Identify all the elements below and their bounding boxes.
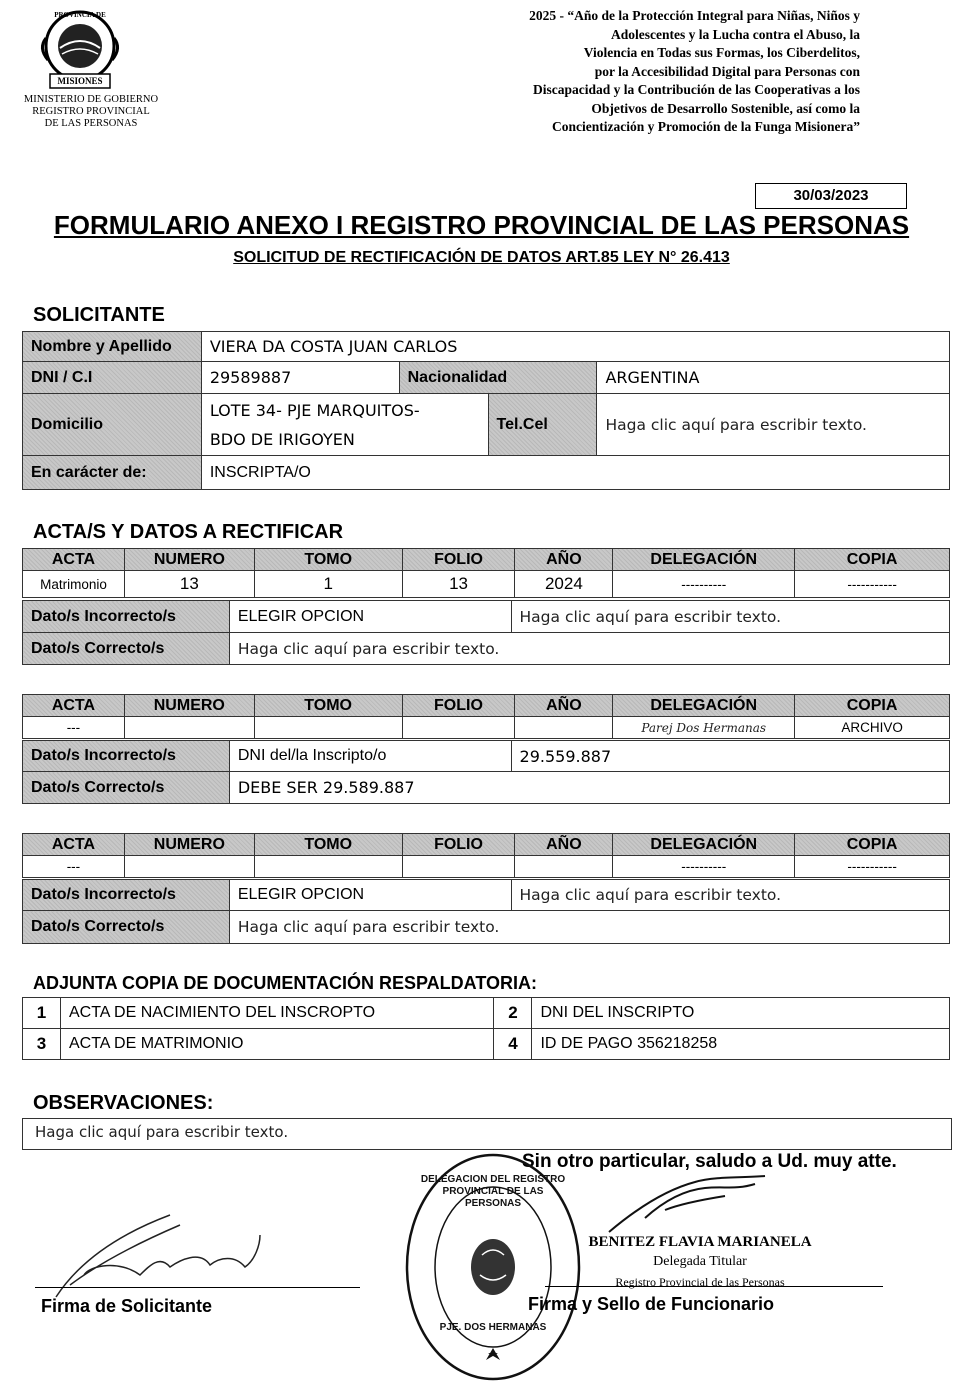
ministry-line: REGISTRO PROVINCIAL	[32, 106, 150, 117]
doc-item-field[interactable]: DNI DEL INSCRIPTO	[532, 998, 950, 1029]
caracter-label: En carácter de:	[23, 456, 202, 490]
ministry-line: DE LAS PERSONAS	[44, 118, 138, 129]
doc-item-field[interactable]: ACTA DE NACIMIENTO DEL INSCROPTO	[60, 998, 494, 1029]
motto-line: Adolescentes y la Lucha contra el Abuso, la	[610, 26, 860, 42]
header-numero: NUMERO	[124, 834, 254, 856]
doc-number: 4	[494, 1029, 532, 1060]
motto-line: 2025 - “Año de la Protección Integral para Niñas, Niños y	[529, 8, 860, 23]
header-folio: FOLIO	[402, 834, 515, 856]
folio-field[interactable]: 13	[402, 571, 515, 598]
numero-field[interactable]: 13	[124, 571, 254, 598]
acta-table-2	[22, 694, 950, 739]
copia-field[interactable]: -----------	[795, 856, 950, 878]
documentacion-table	[22, 997, 950, 1060]
header-tomo: TOMO	[254, 834, 402, 856]
acta-table-1	[22, 548, 950, 598]
doc-item-field[interactable]: ACTA DE MATRIMONIO	[60, 1029, 494, 1060]
doc-number: 3	[23, 1029, 61, 1060]
anio-field[interactable]	[515, 717, 613, 739]
acta-type-field[interactable]: ---	[23, 856, 125, 878]
header-acta: ACTA	[23, 834, 125, 856]
acta-type-field[interactable]: Matrimonio	[23, 571, 125, 598]
motto-line: Discapacidad y la Contribución de las Cooperativas a los	[532, 82, 860, 97]
correct-value-field[interactable]: Haga clic aquí para escribir texto.	[229, 911, 949, 944]
header-folio: FOLIO	[402, 549, 515, 571]
header-folio: FOLIO	[402, 695, 515, 717]
domicilio-label: Domicilio	[23, 394, 202, 456]
header-anio: AÑO	[515, 549, 613, 571]
doc-number: 2	[494, 998, 532, 1029]
header-copia: COPIA	[795, 695, 950, 717]
tomo-field[interactable]: 1	[254, 571, 402, 598]
numero-field[interactable]	[124, 856, 254, 878]
form-subtitle: SOLICITUD DE RECTIFICACIÓN DE DATOS ART.85 LEY N° 26.413	[233, 249, 730, 266]
incorrect-option-select[interactable]: ELEGIR OPCION	[229, 601, 511, 633]
numero-field[interactable]	[124, 717, 254, 739]
incorrect-label: Dato/s Incorrecto/s	[23, 880, 230, 911]
header-tomo: TOMO	[254, 695, 402, 717]
logo-text-top: PROVINCIA DE	[54, 11, 106, 19]
section-title-documentacion: ADJUNTA COPIA DE DOCUMENTACIÓN RESPALDATORIA:	[33, 973, 537, 993]
header-copia: COPIA	[795, 549, 950, 571]
motto-line: Violencia en Todas sus Formas, los Ciberdelitos,	[583, 45, 860, 60]
caracter-field[interactable]: INSCRIPTA/O	[201, 456, 949, 490]
acta-data-table-1	[22, 600, 950, 665]
stamp-inner-text: PJE. DOS HERMANAS	[439, 1322, 547, 1333]
form-title: FORMULARIO ANEXO I REGISTRO PROVINCIAL DE LAS PERSONAS	[53, 210, 910, 240]
tomo-field[interactable]	[254, 717, 402, 739]
motto-line: Concientización y Promoción de la Funga Misionera”	[552, 119, 860, 134]
folio-field[interactable]	[402, 717, 515, 739]
incorrect-option-select[interactable]: DNI del/la Inscripto/o	[229, 741, 511, 772]
incorrect-value-field[interactable]: 29.559.887	[511, 741, 949, 772]
header-tomo: TOMO	[254, 549, 402, 571]
motto-line: por la Accesibilidad Digital para Personas con	[594, 63, 860, 79]
header-numero: NUMERO	[124, 695, 254, 717]
solicitante-signature-label: Firma de Solicitante	[41, 1296, 213, 1316]
name-field[interactable]: VIERA DA COSTA JUAN CARLOS	[201, 332, 949, 362]
nacionalidad-label: Nacionalidad	[399, 362, 597, 394]
header-anio: AÑO	[515, 834, 613, 856]
folio-field[interactable]	[402, 856, 515, 878]
funcionario-info	[580, 1232, 820, 1292]
anio-field[interactable]	[515, 856, 613, 878]
delegacion-field[interactable]: ----------	[613, 856, 795, 878]
date-field[interactable]: 30/03/2023	[755, 183, 907, 209]
incorrect-value-field[interactable]: Haga clic aquí para escribir texto.	[511, 880, 949, 911]
correct-label: Dato/s Correcto/s	[23, 911, 230, 944]
header-numero: NUMERO	[124, 549, 254, 571]
section-title-observaciones: OBSERVACIONES:	[33, 1092, 214, 1114]
copia-field[interactable]: ARCHIVO	[795, 717, 950, 739]
name-label: Nombre y Apellido	[23, 332, 202, 362]
domicilio-field[interactable]	[201, 394, 488, 456]
doc-number: 1	[23, 998, 61, 1029]
correct-label: Dato/s Correcto/s	[23, 772, 230, 804]
doc-item-field[interactable]: ID DE PAGO 356218258	[532, 1029, 950, 1060]
delegacion-field[interactable]: Parej Dos Hermanas	[613, 717, 795, 739]
incorrect-option-select[interactable]: ELEGIR OPCION	[229, 880, 511, 911]
funcionario-signature-label: Firma y Sello de Funcionario	[528, 1294, 775, 1314]
year-motto	[380, 7, 860, 137]
header-copia: COPIA	[795, 834, 950, 856]
anio-field[interactable]: 2024	[515, 571, 613, 598]
correct-value-field[interactable]: Haga clic aquí para escribir texto.	[229, 633, 949, 665]
logo-text-bottom: MISIONES	[57, 76, 103, 86]
tel-label: Tel.Cel	[488, 394, 597, 456]
acta-type-field[interactable]: ---	[23, 717, 125, 739]
official-stamp	[402, 1150, 584, 1385]
solicitante-signature-line	[35, 1287, 360, 1288]
ministry-block	[6, 94, 176, 130]
acta-table-3	[22, 833, 950, 878]
section-title-actas: ACTA/S Y DATOS A RECTIFICAR	[33, 521, 344, 543]
header-delegacion: DELEGACIÓN	[613, 695, 795, 717]
funcionario-signature-line	[545, 1286, 883, 1287]
section-title-solicitante: SOLICITANTE	[33, 304, 165, 326]
delegacion-field[interactable]: ----------	[613, 571, 795, 598]
province-logo	[32, 8, 128, 94]
header-delegacion: DELEGACIÓN	[613, 834, 795, 856]
funcionario-name: BENITEZ FLAVIA MARIANELA	[588, 1234, 812, 1250]
header-delegacion: DELEGACIÓN	[613, 549, 795, 571]
dni-field[interactable]: 29589887	[201, 362, 399, 394]
closing-text: Sin otro particular, saludo a Ud. muy atte.	[522, 1151, 897, 1172]
acta-data-table-2	[22, 740, 950, 804]
nacionalidad-field[interactable]: ARGENTINA	[597, 362, 950, 394]
observaciones-field[interactable]: Haga clic aquí para escribir texto.	[22, 1118, 952, 1150]
dni-label: DNI / C.I	[23, 362, 202, 394]
header-acta: ACTA	[23, 549, 125, 571]
tel-field[interactable]: Haga clic aquí para escribir texto.	[597, 394, 950, 456]
correct-label: Dato/s Correcto/s	[23, 633, 230, 665]
incorrect-value-field[interactable]: Haga clic aquí para escribir texto.	[511, 601, 949, 633]
funcionario-role: Delegada Titular	[653, 1254, 747, 1269]
tomo-field[interactable]	[254, 856, 402, 878]
motto-line: Objetivos de Desarrollo Sostenible, así como la	[591, 100, 860, 116]
acta-data-table-3	[22, 879, 950, 944]
header-acta: ACTA	[23, 695, 125, 717]
domicilio-line: LOTE 34- PJE MARQUITOS-	[209, 400, 420, 420]
solicitante-signature	[50, 1205, 280, 1305]
domicilio-line: BDO DE IRIGOYEN	[209, 429, 355, 449]
header-anio: AÑO	[515, 695, 613, 717]
funcionario-office: Registro Provincial de las Personas	[615, 1275, 785, 1289]
incorrect-label: Dato/s Incorrecto/s	[23, 601, 230, 633]
correct-value-field[interactable]: DEBE SER 29.589.887	[229, 772, 949, 804]
stamp-ring-text: DELEGACION DEL REGISTRO PROVINCIAL DE LAS PERSONAS	[420, 1174, 566, 1209]
incorrect-label: Dato/s Incorrecto/s	[23, 741, 230, 772]
solicitante-table	[22, 331, 950, 490]
ministry-line: MINISTERIO DE GOBIERNO	[23, 94, 159, 105]
funcionario-signature	[605, 1170, 775, 1240]
copia-field[interactable]: -----------	[795, 571, 950, 598]
